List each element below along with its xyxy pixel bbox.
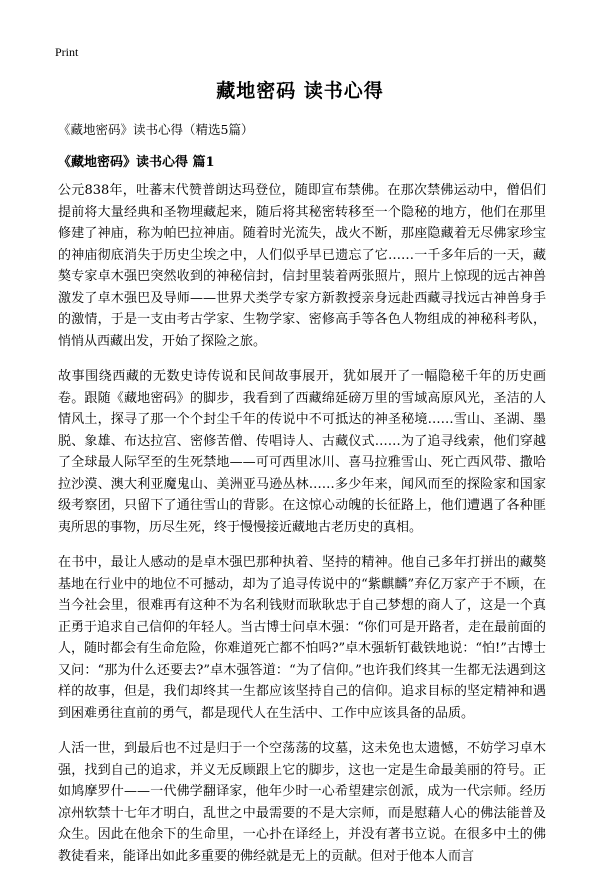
page-title: 藏地密码 读书心得: [216, 80, 384, 102]
print-link[interactable]: Print: [55, 45, 79, 59]
article-body: [58, 180, 546, 881]
paragraph-4: 人活一世，到最后也不过是归于一个空荡荡的坟墓，这未免也太遗憾，不妨学习卓木强，找到自己的追求，并义无反顾跟上它的脚步，这也一定是生命最美丽的符号。正如鸠摩罗什——一代佛学翻译家，他年少时一心希望建宗创派，成为一代宗师。经历凉州软禁十七年才明白，乱世之中最需要的不是大宗师，而是慰藉人心的佛法能普及众生。因此在他余下的生命里，一心扑在译经上，并没有著书立说。在很多中土的佛教徒看来，能译出如此多重要的佛经就是无上的贡献。但对于他本人而言: [58, 741, 546, 864]
document-subtitle: 《藏地密码》读书心得（精选5篇）: [58, 122, 254, 137]
section-heading: 《藏地密码》读书心得 篇1: [58, 155, 215, 170]
paragraph-3: 在书中，最让人感动的是卓木强巴那种执着、坚持的精神。他自己多年打拼出的藏獒基地在行业中的地位不可撼动，却为了追寻传说中的“紫麒麟”弃亿万家产于不顾，在当今社会里，很难再有这种不为名利钱财而耿耿忠于自己梦想的商人了，这是一个真正勇于追求自己信仰的年轻人。当古博士问卓木强：“你们可是开路者，走在最前面的人，随时都会有生命危险，你难道死亡都不怕吗?”卓木强斩钉截铁地说：“怕!”古博士又问：“那为什么还要去?”卓木强答道：“为了信仰。”也许我们终其一生都无法遇到这样的故事，但是，我们却终其一生都应该坚持自己的信仰。追求目标的坚定精神和遇到困难勇往直前的勇气，都是现代人在生活中、工作中应该具备的品质。: [58, 555, 546, 721]
paragraph-1: 公元838年，吐蕃末代赞普朗达玛登位，随即宣布禁佛。在那次禁佛运动中，僧侣们提前将大量经典和圣物埋藏起来，随后将其秘密转移至一个隐秘的地方，他们在那里修建了神庙，称为帕巴拉神庙。随着时光流失，战火不断，那座隐藏着无尽佛家珍宝的神庙彻底消失于历史尘埃之中，人们似乎早已遗忘了它……一千多年后的一天，藏獒专家卓木强巴突然收到的神秘信封，信封里装着两张照片，照片上惊现的远古神兽激发了卓木强巴及导师——世界犬类学专家方新教授亲身远赴西藏寻找远古神兽身手的激情，于是一支由考古学家、生物学家、密修高手等各色人物组成的神秘科考队，悄悄从西藏出发，开始了探险之旅。: [58, 183, 546, 349]
paragraph-2: 故事围绕西藏的无数史诗传说和民间故事展开，犹如展开了一幅隐秘千年的历史画卷。跟随《藏地密码》的脚步，我看到了西藏绵延磅万里的雪域高原风光，圣洁的人情风土，探寻了那一个个封尘千年的传说中不可抵达的神圣秘境……雪山、圣湖、墨脱、象雄、布达拉宫、密修苦僧、传唱诗人、古藏仪式……为了追寻线索，他们穿越了全球最人际罕至的生死禁地——可可西里冰川、喜马拉雅雪山、死亡西风带、撒哈拉沙漠、澳大利亚魔鬼山、美洲亚马逊丛林……多少年来，闻风而至的探险家和国家级考察团，只留下了通往雪山的背影。在这惊心动魄的长征路上，他们遭遇了各种匪夷所思的事物，历尽生死，终于慢慢接近藏地古老历史的真相。: [58, 369, 546, 535]
